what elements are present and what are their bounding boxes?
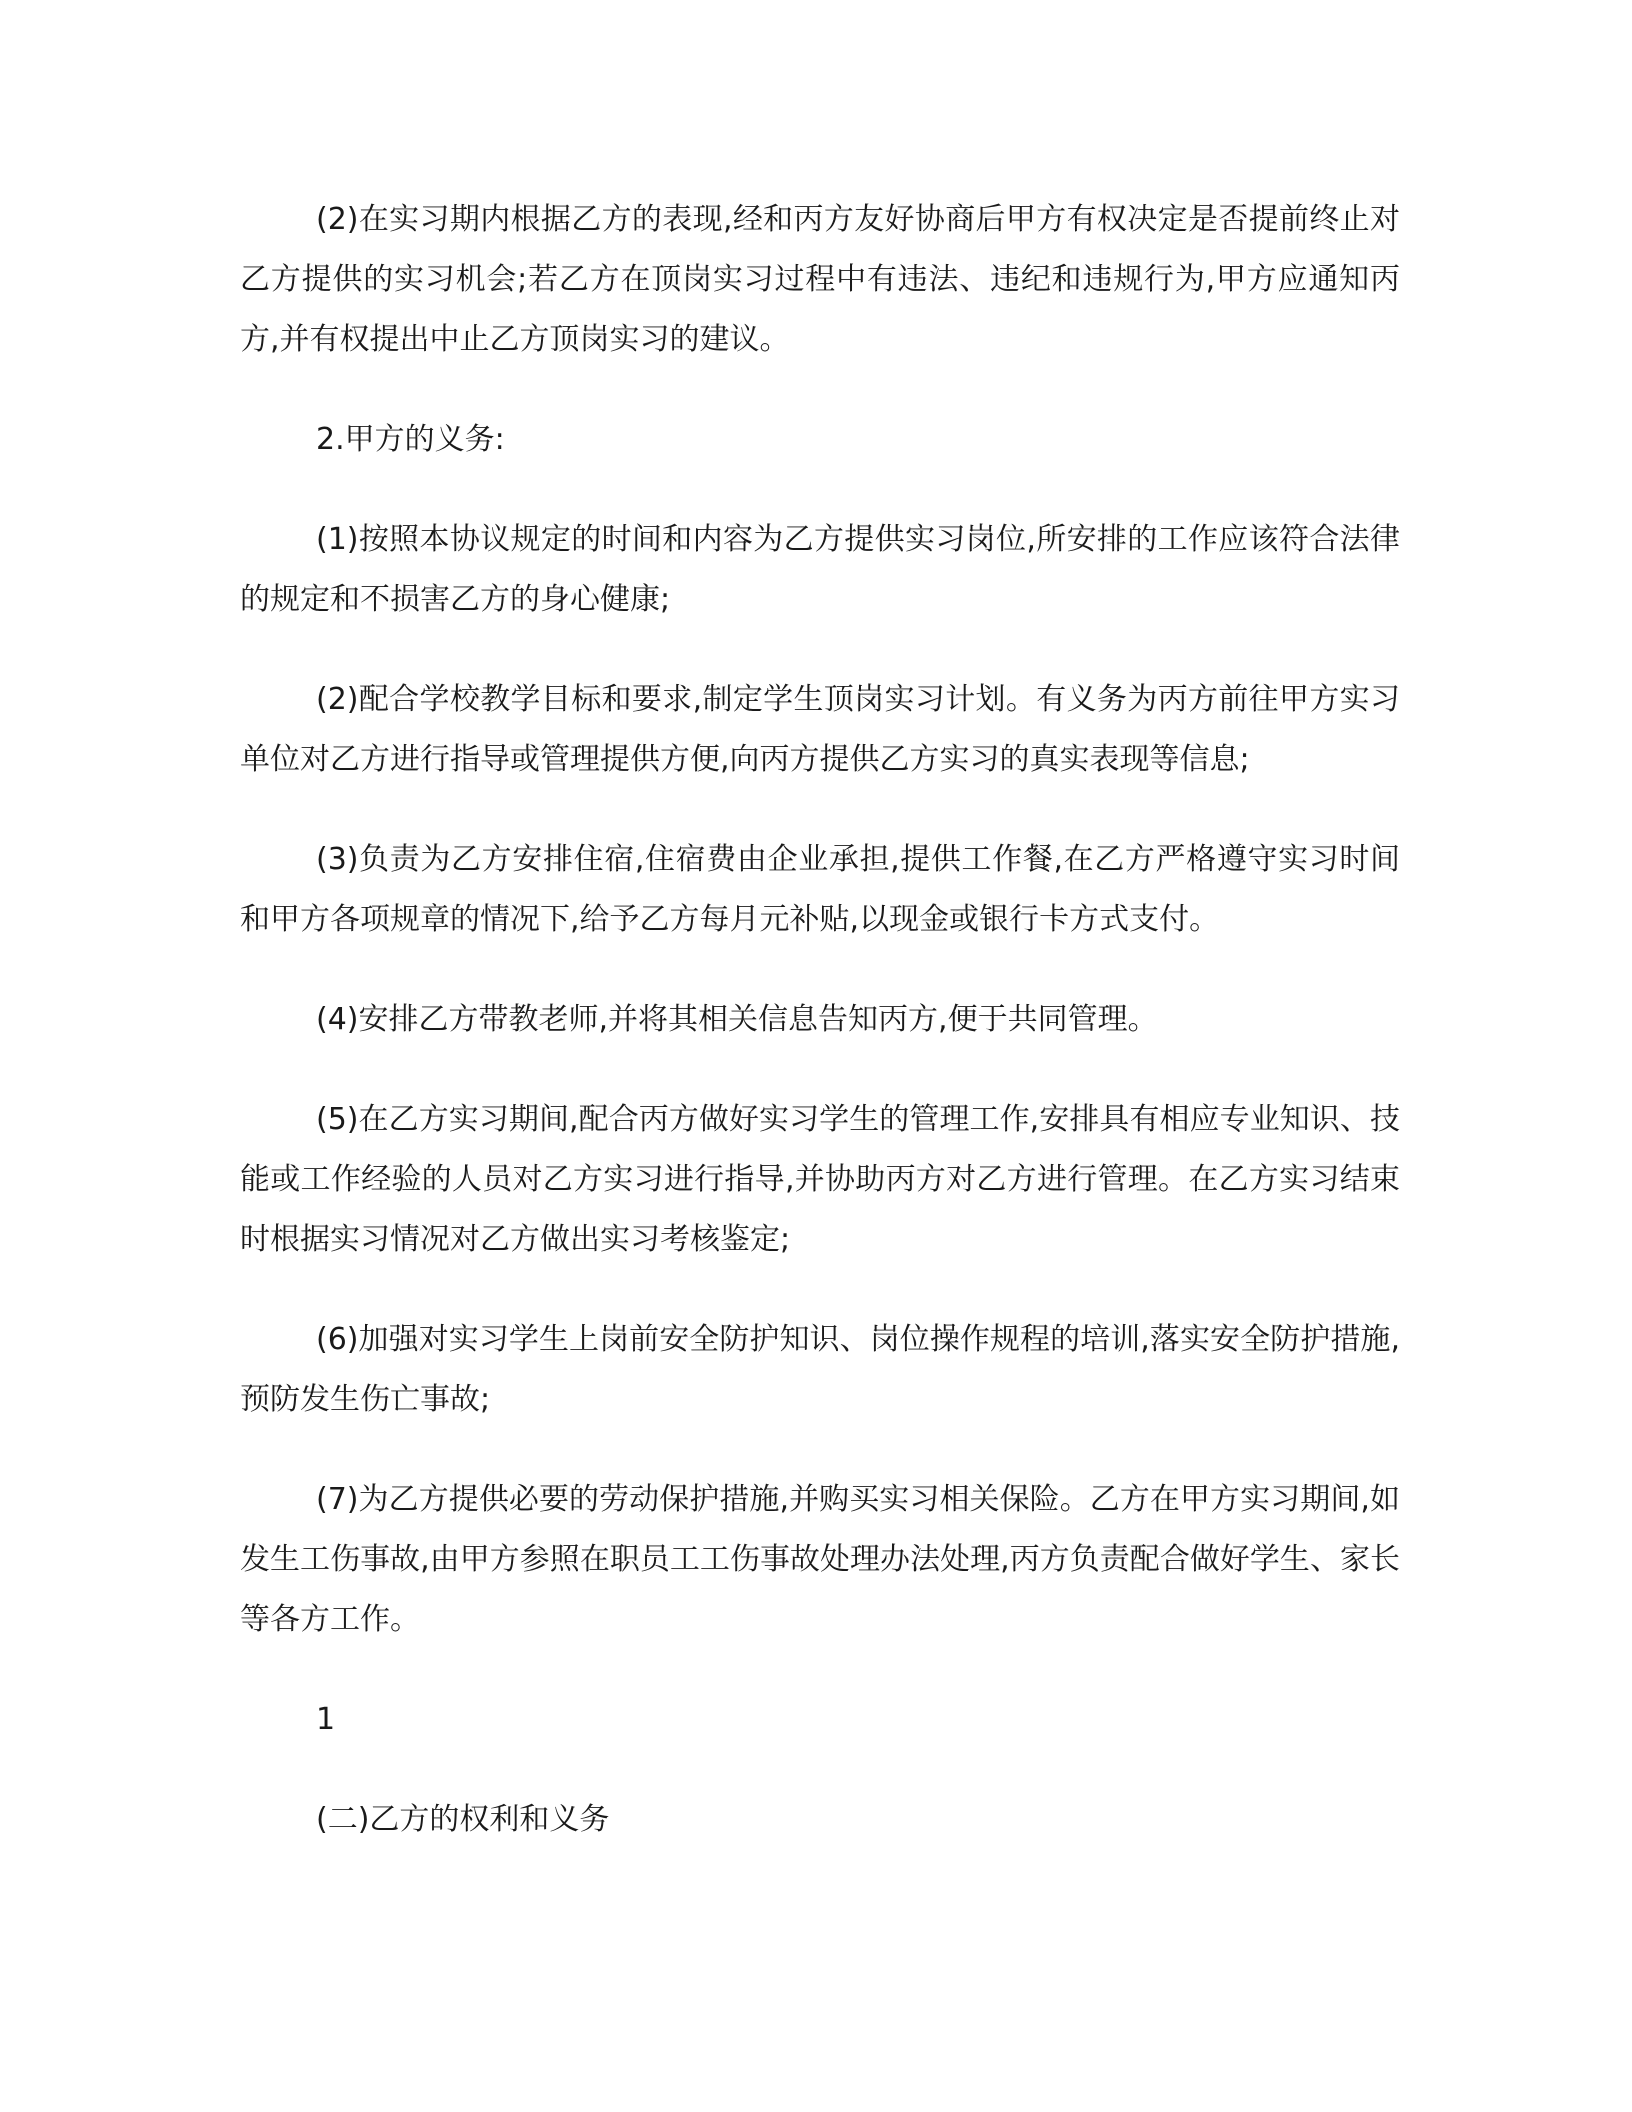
- paragraph-obligation-2: (2)配合学校教学目标和要求,制定学生顶岗实习计划。有义务为丙方前往甲方实习单位对乙方进行指导或管理提供方便,向丙方提供乙方实习的真实表现等信息;: [240, 682, 1400, 777]
- paragraph-party-a-right-2: (2)在实习期内根据乙方的表现,经和丙方友好协商后甲方有权决定是否提前终止对乙方提供的实习机会;若乙方在顶岗实习过程中有违法、违纪和违规行为,甲方应通知丙方,并有权提出中止乙方顶岗实习的建议。: [240, 202, 1400, 357]
- page-number: 1: [316, 1702, 336, 1737]
- heading-party-a-obligations: 2.甲方的义务:: [316, 422, 505, 457]
- paragraph-obligation-1: (1)按照本协议规定的时间和内容为乙方提供实习岗位,所安排的工作应该符合法律的规定和不损害乙方的身心健康;: [240, 522, 1400, 617]
- paragraph-obligation-4: (4)安排乙方带教老师,并将其相关信息告知丙方,便于共同管理。: [316, 1002, 1158, 1037]
- paragraph-obligation-3: (3)负责为乙方安排住宿,住宿费由企业承担,提供工作餐,在乙方严格遵守实习时间和甲方各项规章的情况下,给予乙方每月元补贴,以现金或银行卡方式支付。: [240, 842, 1400, 937]
- paragraph-obligation-5: (5)在乙方实习期间,配合丙方做好实习学生的管理工作,安排具有相应专业知识、技能或工作经验的人员对乙方实习进行指导,并协助丙方对乙方进行管理。在乙方实习结束时根据实习情况对乙方做出实习考核鉴定;: [240, 1102, 1400, 1257]
- paragraph-obligation-6: (6)加强对实习学生上岗前安全防护知识、岗位操作规程的培训,落实安全防护措施,预防发生伤亡事故;: [240, 1322, 1400, 1417]
- paragraph-obligation-7: (7)为乙方提供必要的劳动保护措施,并购买实习相关保险。乙方在甲方实习期间,如发生工伤事故,由甲方参照在职员工工伤事故处理办法处理,丙方负责配合做好学生、家长等各方工作。: [240, 1482, 1400, 1637]
- heading-party-b-rights: (二)乙方的权利和义务: [316, 1802, 610, 1837]
- document-body: [240, 190, 1400, 1850]
